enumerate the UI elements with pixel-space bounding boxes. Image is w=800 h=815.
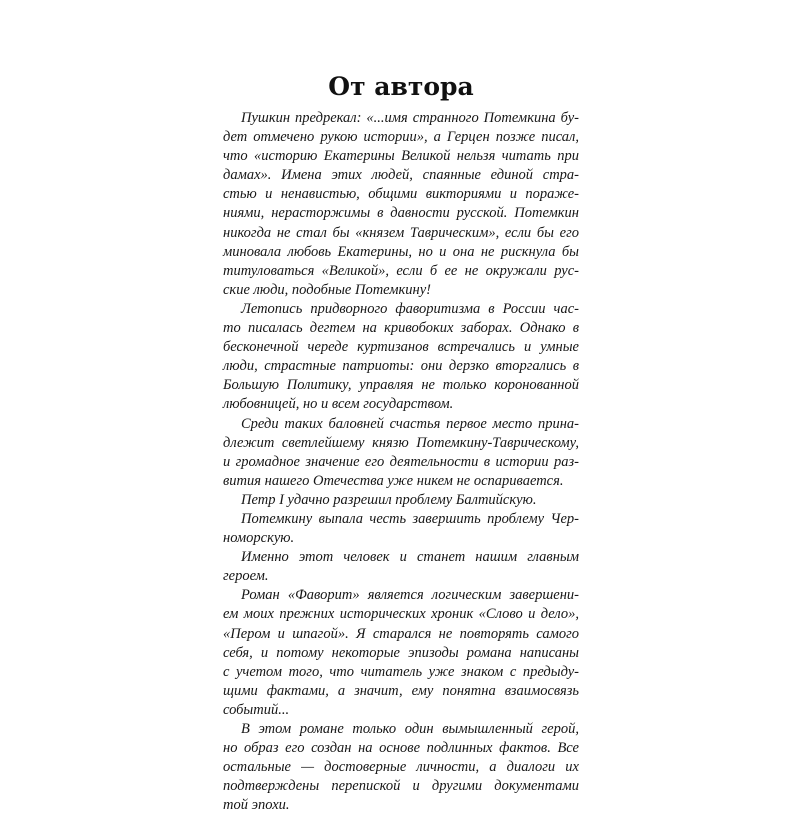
text-line: с учетом того, что читатель уже знаком с предыду- — [223, 663, 579, 680]
text-line: Пушкин предрекал: «...имя странного Потемкина бу- — [241, 110, 579, 126]
text-line: любовницей, но и всем государством. — [223, 396, 454, 413]
text-line: что «историю Екатерины Великой нельзя читать при — [223, 148, 579, 165]
text-line: люди, страстные патриоты: они дерзко вторгались в — [223, 358, 579, 375]
text-line: бесконечной череде куртизанов встречались и умные — [223, 339, 579, 356]
text-line: ские люди, подобные Потемкину! — [223, 281, 431, 298]
paragraph — [223, 720, 579, 815]
text-line: миновала любовь Екатерины, но и она не рискнула бы — [223, 243, 579, 260]
text-line: и громадное значение его деятельности в истории раз- — [223, 453, 579, 470]
text-line: вития нашего Отечества уже никем не оспаривается. — [223, 472, 564, 489]
paragraph — [223, 300, 579, 415]
text-line: остальные — достоверные личности, а диалоги их — [223, 759, 579, 776]
text-line: дамах». Имена этих людей, спаянные единой стра- — [223, 167, 579, 184]
text-line: длежит светлейшему князю Потемкину-Таврическому, — [223, 434, 579, 451]
paragraph — [223, 586, 579, 720]
text-line: щими фактами, а значит, ему понятна взаимосвязь — [223, 682, 579, 699]
text-line: Большую Политику, управляя не только коронованной — [223, 377, 579, 394]
text-line: ем моих прежних исторических хроник «Слово и дело», — [223, 606, 579, 623]
text-line: Летопись придворного фаворитизма в России час- — [241, 300, 579, 317]
paragraph — [223, 510, 579, 548]
text-line: Петр I удачно разрешил проблему Балтийскую. — [241, 491, 537, 508]
text-line: дет отмечено рукою истории», а Герцен позже писал, — [223, 129, 579, 146]
text-line: героем. — [223, 568, 269, 585]
preface-text — [223, 109, 579, 815]
paragraph — [223, 548, 579, 586]
text-line: В этом романе только один вымышленный герой, — [241, 721, 579, 737]
paragraph — [223, 491, 579, 510]
text-line: той эпохи. — [223, 797, 290, 814]
text-line: Роман «Фаворит» является логическим завершени- — [241, 587, 579, 604]
paragraph — [223, 415, 579, 491]
text-line: Среди таких баловней счастья первое место прина- — [241, 415, 579, 432]
text-line: стью и ненавистью, общими викториями и пораже- — [223, 186, 579, 203]
text-line: никогда не стал бы «князем Таврическим», если бы его — [223, 224, 579, 241]
text-line: себя, и потому некоторые эпизоды романа написаны — [223, 644, 579, 661]
text-line: номорскую. — [223, 530, 295, 547]
text-line: титуловаться «Великой», если б ее не окружали рус- — [223, 262, 579, 279]
text-line: Именно этот человек и станет нашим главным — [241, 549, 579, 566]
text-line: то писалась дегтем на кривобоких заборах. Однако в — [223, 320, 579, 337]
text-line: событий... — [223, 701, 290, 718]
paragraph — [223, 109, 579, 300]
text-line: подтверждены перепиской и другими документами — [223, 778, 579, 795]
page-title: От автора — [328, 72, 474, 101]
text-line: но образ его создан на основе подлинных фактов. Все — [223, 740, 579, 757]
text-line: «Пером и шпагой». Я старался не повторять самого — [223, 625, 579, 642]
text-line: Потемкину выпала честь завершить проблему Чер- — [241, 510, 579, 527]
book-page — [223, 0, 579, 814]
text-line: ниями, нерасторжимы в давности русской. Потемкин — [223, 205, 579, 222]
